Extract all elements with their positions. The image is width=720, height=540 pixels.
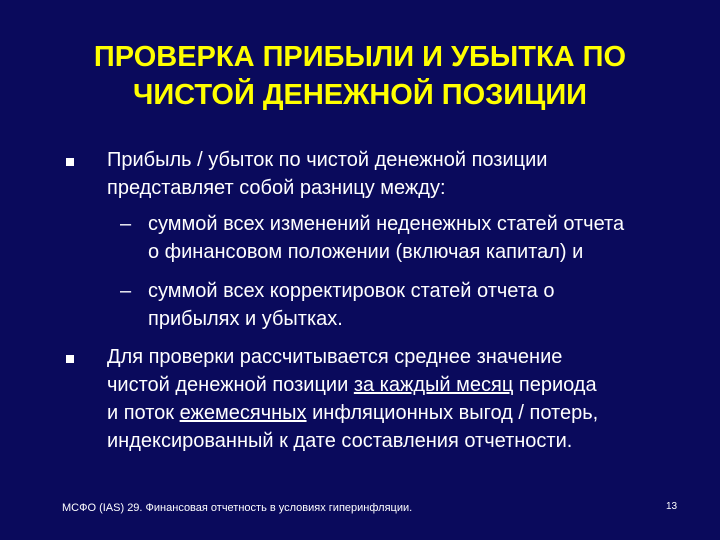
- underlined-each-month: за каждый месяц: [353, 374, 514, 396]
- bullet-2-line-2: [107, 371, 598, 399]
- sub-2-dash: –: [120, 280, 132, 302]
- bullet-2: [107, 343, 598, 455]
- title-line-2: ЧИСТОЙ ДЕНЕЖНОЙ ПОЗИЦИИ: [132, 79, 588, 111]
- sub-1-dash: –: [120, 213, 132, 235]
- bullet-2-line-4: индексированный к дате составления отчетности.: [107, 430, 573, 452]
- bullet-2-line-3: [107, 399, 598, 427]
- bullet-1-line-1: Прибыль / убыток по чистой денежной позиции: [107, 149, 548, 171]
- sub-item-2: [148, 277, 554, 333]
- bullet-2-line-2-post: периода: [513, 374, 597, 396]
- bullet-marker-1: [66, 158, 74, 166]
- sub-2-line-1: суммой всех корректировок статей отчета о: [148, 280, 555, 302]
- slide-title: [0, 38, 720, 114]
- bullet-2-line-3-pre: и поток: [107, 402, 180, 424]
- bullet-1-line-2: представляет собой разницу между:: [107, 177, 446, 199]
- sub-1-line-1: суммой всех изменений неденежных статей отчета: [148, 213, 625, 235]
- sub-2-line-2: прибылях и убытках.: [148, 308, 343, 330]
- page-number: 13: [666, 501, 678, 512]
- bullet-marker-2: [66, 355, 74, 363]
- footer-source: МСФО (IAS) 29. Финансовая отчетность в условиях гиперинфляции.: [62, 502, 413, 514]
- sub-item-1: [148, 210, 624, 266]
- title-line-1: ПРОВЕРКА ПРИБЫЛИ И УБЫТКА ПО: [93, 41, 627, 73]
- bullet-1: [107, 146, 547, 202]
- bullet-2-line-3-post: инфляционных выгод / потерь,: [306, 402, 599, 424]
- bullet-2-line-1: Для проверки рассчитывается среднее значение: [107, 346, 563, 368]
- bullet-2-line-2-pre: чистой денежной позиции: [107, 374, 354, 396]
- underlined-monthly: ежемесячных: [179, 402, 307, 424]
- sub-1-line-2: о финансовом положении (включая капитал) и: [148, 241, 584, 263]
